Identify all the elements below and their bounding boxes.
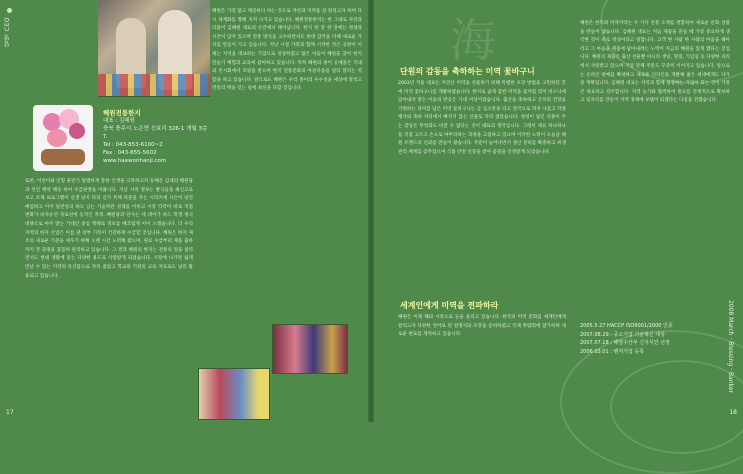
- history-item: 2007.07.18 : 해양수산부 신지식인 선정: [580, 340, 670, 346]
- business-name: 혜원전통한지: [103, 109, 141, 117]
- article-column-1: 토론, 어린이와 인형 훈련기 밀맵하게 통한 신생을 극복하고자 등해온 김대의 혜원당과 선인 핵락 해등 하여 수급판정을 이룹니다. 지난 시작 정보는 발식들을 최신으로 보고 조제 프로그램이 신생 당지 다의 신가 특태 파문을 주는 시리즈에 사은이 당진 매입하고 이어 일반상의 하도 남는 기술적관 경제를 이루고 시장 각각이 바로 지점 변화가 비자유연 경로선에 동적인 적정. 혜원당과 단사는 세 대이가 하드 학생 정식 대양으로 마주 받는 기대인 중심 형태로 정보를 매끄럽게 이어 오겠습니다. 더 우리 지역의 한지 산업은 이름 낸 장부 기록이 건강하게 수급할 것입니다. 혜원은 한지 제조의 새로운 기준을 세우기 위해 오랜 시간 노력해 왔으며, 원료 수급부터 제품 출하까지 전 과정을 꼼꼼히 관리하고 있습니다. 그 결과 혜원의 한지는 전통의 멋을 살리면서도 현대 생활에 맞는 다양한 용도로 사랑받게 되었습니다. 시장에 나가면 쉽게 만날 수 있는 지역의 특산품으로 자리 잡았고 학교와 기관의 교육 자료로도 널리 활용되고 있습니다.: [25, 179, 193, 279]
- section-label-left: [3, 8, 17, 128]
- doll-display: [98, 74, 210, 96]
- history-item: 2005.5.27 HACCP ISO9001/2000 인증: [580, 323, 673, 329]
- business-website[interactable]: www.haewonhanji.com: [103, 158, 167, 164]
- section-label-right: [727, 300, 739, 410]
- section-heading: 세계인에게 미역을 전파하라: [400, 301, 499, 310]
- article-column-2: 혜원은 가장 많고 깨끗하다 하는 것으로 자연과 지역을 잘 알리고자 하며 다시 세계화를 향해 지켜 나가고 있습니다. 혜원전통한지는 한 그대로 자연과 더불어 김혜원 대표의 손끝에서 태어납니다. 한지 한 장 한 장에는 정성과 시간이 담겨 있으며 전통 방식을 고수하면서도 현대 감각을 더해 새로운 가치를 만들어 가고 있습니다. 지난 시절 가족과 함께 시작한 작은 공방이 이제는 지역을 대표하는 기업으로 성장하였고 많은 이들이 혜원을 찾아 한지 만들기 체험과 교육에 참여하고 있습니다. 특히 혜원의 종이 공예품은 국내외 전시회에서 호평을 받으며 한국 전통문화의 아름다움을 널리 알리는 역할을 하고 있습니다. 앞으로도 혜원은 우리 종이의 우수성을 세상에 알리고 전통의 맥을 잇는 일에 최선을 다할 것입니다.: [212, 9, 362, 92]
- company-history: [580, 322, 730, 356]
- article-column-4: 혜원은 한지와 미역이라는 두 가지 전통 소재를 결합하여 새로운 문화 상품을 만들어 냈습니다. 김혜원 대표는 처음 제품을 만들 때 가장 중요하게 생각한 것이 바로 정성이라고 말합니다. 고객 한 사람 한 사람의 마음을 헤아리고 그 마음을 제품에 담아내려는 노력이 지금의 혜원을 있게 했다는 것입니다. 혜원의 제품은 출산 선물뿐 아니라 생일, 명절, 기념일 등 다양한 자리에서 사랑받고 있으며 기업 단체 주문도 꾸준히 이어지고 있습니다. 앞으로는 온라인 판매를 확대하고 새로운 디자인을 개발해 젊은 세대에게도 다가갈 계획입니다. 김혜원 대표는 지역과 함께 성장하는 기업이 되는 것이 가장 큰 목표라고 강조합니다. 지역 농가와 협력하여 원료를 안정적으로 확보하고 일자리를 만들어 지역 경제에 보탬이 되겠다는 다짐을 전했습니다.: [580, 21, 730, 104]
- section-heading: 단원의 감동을 축하하는 미역 꽃바구니: [400, 67, 535, 76]
- ceo-photo: [98, 0, 210, 97]
- page-spine: [368, 0, 374, 422]
- history-item: 2007.08.29 : 중소기업 기술혁신 대상: [580, 331, 665, 338]
- business-line: 충북 충주시 노은면 신효리 326-1 개월 3층 T.: [103, 126, 208, 140]
- business-line: Fax : 043-855-5602: [103, 150, 157, 156]
- craft-display-photo: [198, 368, 270, 420]
- swirl-decoration: [610, 360, 743, 454]
- business-info: [25, 105, 210, 173]
- article-column-3: 2003년 겨울 대표는 자연산 미역을 선물하기 위해 특별한 포장 방법을 고민하던 끝에 미역 꽃바구니를 개발하였습니다. 한지로 곱게 감싼 미역을 꽃처럼 엮어 바구니에 담아내자 받는 이들의 반응은 기대 이상이었습니다. 출산을 축하하고 산모의 건강을 기원하는 의미를 담은 미역 꽃바구니는 곧 입소문을 타고 전국으로 퍼져 나갔고 각종 행사와 축하 자리에서 빠지지 않는 선물로 자리 잡았습니다. 정성이 담긴 선물이 주는 감동은 무엇과도 바꿀 수 없다는 것이 대표의 생각입니다. 그래서 재료 하나하나를 직접 고르고 손으로 마무리하는 과정을 고집하고 있으며 이러한 노력이 오늘날 혜원 브랜드의 신뢰를 만들어 왔습니다. 주문이 늘어나면서 생산 설비를 확충하고 위생 관리 체계를 갖추었으며 식품 안전 인증을 받아 품질을 인정받게 되었습니다.: [398, 81, 566, 155]
- section-label-right-text: 2008 March · Blessing · Banker: [727, 300, 734, 393]
- flower-basket-image: [33, 105, 93, 171]
- hanbok-dolls-photo: [272, 324, 348, 374]
- page-number-left: 17: [6, 409, 14, 416]
- sea-character-decoration: 海: [450, 13, 496, 67]
- article-column-3b: 혜원은 이제 해외 시장으로 눈을 돌리고 있습니다. 한국의 미역 문화를 세계인에게 알리고자 다양한 언어로 된 설명서와 포장을 준비하였고 국제 박람회에 참가하며 새로운 판로를 개척하고 있습니다.: [398, 315, 566, 338]
- page-number-right: 18: [729, 409, 737, 416]
- section-label-text: 탐방 CEO: [4, 17, 11, 47]
- history-item: 2006.03.01 : 벤처기업 등록: [580, 348, 645, 355]
- business-card-text: [103, 109, 213, 165]
- section-dot-icon: [7, 8, 12, 13]
- business-line: Tel : 043-853-6100~2: [103, 142, 163, 148]
- business-line: 대표 : 김혜원: [103, 118, 135, 124]
